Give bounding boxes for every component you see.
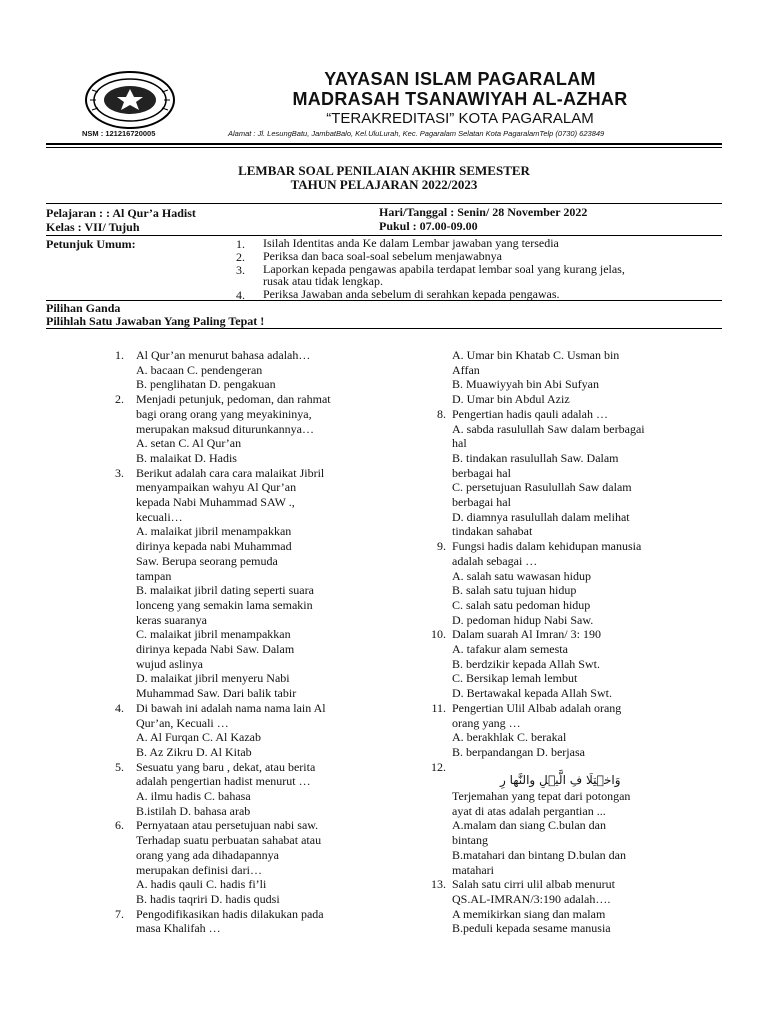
question-line: merupakan maksud diturunkannya… [136,421,314,436]
question-line: wujud aslinya [136,656,203,671]
question-number: 5. [115,759,124,774]
class-field: Kelas : VII/ Tujuh [46,220,140,234]
instruction-text: Isilah Identitas anda Ke dalam Lembar jawaban yang tersedia [263,236,559,250]
instruction-text: Laporkan kepada pengawas apabila terdapat lembar soal yang kurang jelas, [263,262,625,276]
exam-title: LEMBAR SOAL PENILAIAN AKHIR SEMESTER [238,163,530,178]
school-name: MADRASAH TSANAWIYAH AL-AZHAR [292,89,628,109]
date-field: Hari/Tanggal : Senin/ 28 November 2022 [379,205,588,219]
question-line: Affan [452,362,480,377]
question-line: Di bawah ini adalah nama nama lain Al [136,700,326,715]
question-line: tampan [136,568,172,583]
question-line: Fungsi hadis dalam kehidupan manusia [452,539,642,554]
question-line: A. Al Furqan C. Al Kazab [136,730,261,745]
question-line: masa Khalifah … [136,921,221,936]
arabic-verse: وَاخۡتِلَا فِ الَّيۡلِ والنَّها رِ [500,773,621,787]
question-line: A. setan C. Al Qur’an [136,436,242,451]
instruction-number: 2. [236,250,245,264]
question-line: B.matahari dan bintang D.bulan dan [452,847,626,862]
question-line: bintang [452,833,488,848]
nsm-number: NSM : 121216720005 [82,129,156,138]
instructions-bottom-rule [46,300,722,301]
header-rule-thin [46,147,722,148]
question-number: 11. [431,700,446,715]
question-line: bagi orang orang yang meyakininya, [136,406,312,421]
question-line: B. penglihatan D. pengakuan [136,377,276,392]
instructions-label: Petunjuk Umum: [46,237,136,251]
question-line: B. Muawiyyah bin Abi Sufyan [452,377,599,392]
question-line: A. malaikat jibril menampakkan [136,524,292,539]
question-line: tindakan sahabat [452,524,533,539]
question-line: A. tafakur alam semesta [452,642,568,656]
question-line: A memikirkan siang dan malam [452,906,606,921]
question-line: B. salah satu tujuan hidup [452,583,577,598]
question-line: B. malaikat jibril dating seperti suara [136,583,314,598]
instruction-text: Periksa Jawaban anda sebelum di serahkan kepada pengawas. [263,287,560,301]
foundation-name: YAYASAN ISLAM PAGARALAM [324,69,596,89]
question-line: Terjemahan yang tepat dari potongan [452,789,631,803]
exam-year: TAHUN PELAJARAN 2022/2023 [290,177,478,192]
section-bottom-rule [46,328,722,329]
question-line: lonceng yang semakin lama semakin [136,597,313,612]
question-number: 10. [431,627,446,642]
question-line: A. bacaan C. pendengeran [136,362,263,377]
question-line: B. malaikat D. Hadis [136,450,237,465]
question-line: dirinya kepada Nabi Saw. Dalam [136,642,295,656]
question-line: C. persetujuan Rasulullah Saw dalam [452,480,632,495]
time-field: Pukul : 07.00-09.00 [379,219,478,233]
question-line: kepada Nabi Muhammad SAW ., [136,495,295,509]
question-line: Qur’an, Kecuali … [136,715,229,730]
question-line: matahari [452,862,494,877]
question-line: Terhadap suatu perbuatan sahabat atau [136,833,322,848]
question-line: berbagai hal [452,495,511,509]
instruction-number: 1. [236,237,245,251]
question-line: D. Umar bin Abdul Aziz [452,392,570,407]
question-line: Sesuatu yang baru , dekat, atau berita [136,759,316,774]
question-line: hal [452,436,467,451]
question-line: C. Bersikap lemah lembut [452,671,578,686]
question-line: B.istilah D. bahasa arab [136,803,251,818]
question-line: Berikut adalah cara cara malaikat Jibril [136,465,325,480]
question-line: Muhammad Saw. Dari balik tabir [136,686,297,701]
question-line: Pernyataan atau persetujuan nabi saw. [136,818,319,833]
question-number: 1. [115,348,124,362]
instruction-text: rusak atau tidak lengkap. [263,274,383,288]
section-instruction: Pilihlah Satu Jawaban Yang Paling Tepat ! [46,314,265,328]
question-number: 4. [115,700,124,715]
instruction-text: Periksa dan baca soal-soal sebelum menjawabnya [263,249,502,263]
question-line: Dalam suarah Al Imran/ 3: 190 [452,627,601,642]
question-line: Saw. Berupa seorang pemuda [136,553,278,568]
question-line: B. tindakan rasulullah Saw. Dalam [452,450,619,465]
question-line: menyampaikan wahyu Al Qur’an [136,480,297,495]
school-address: Alamat : Jl. LesungBatu, JambatBalo, Kel.UluLurah, Kec. Pagaralam Selatan Kota PagaralamTelp (0730) 623849 [228,129,605,138]
question-number: 3. [115,465,124,480]
question-line: C. salah satu pedoman hidup [452,597,591,612]
question-line: Menjadi petunjuk, pedoman, dan rahmat [136,392,331,407]
question-line: D. Bertawakal kepada Allah Swt. [452,686,612,701]
question-number: 7. [115,906,124,921]
question-line: orang yang ada dihadapannya [136,847,279,862]
question-line: B. berdzikir kepada Allah Swt. [452,656,600,671]
question-line: A.malam dan siang C.bulan dan [452,818,606,833]
question-line: A. ilmu hadis C. bahasa [136,789,251,803]
question-line: A. hadis qauli C. hadis fi’li [136,877,267,892]
header-rule-thick [46,143,722,145]
question-line: Pengodifikasikan hadis dilakukan pada [136,906,324,921]
question-line: A. Umar bin Khatab C. Usman bin [452,348,620,362]
question-line: A. sabda rasulullah Saw dalam berbagai [452,421,645,436]
question-line: Salah satu cirri ulil albab menurut [452,877,615,892]
accreditation: “TERAKREDITASI” KOTA PAGARALAM [326,110,594,127]
question-number: 13. [431,877,446,892]
instruction-number: 4. [236,288,245,302]
question-line: kecuali… [136,509,183,524]
subject-field: Pelajaran : : Al Qur’a Hadist [46,206,196,220]
question-line: C. malaikat jibril menampakkan [136,627,291,642]
section-title: Pilihan Ganda [46,301,121,315]
question-number: 9. [437,539,446,554]
question-line: D. malaikat jibril menyeru Nabi [136,671,290,686]
question-line: adalah sebagai … [452,553,538,568]
question-line: B. hadis taqriri D. hadis qudsi [136,891,280,906]
question-number: 2. [115,392,124,407]
question-number: 12. [431,759,446,774]
question-number: 6. [115,818,124,833]
question-line: Al Qur’an menurut bahasa adalah… [136,348,311,362]
instruction-number: 3. [236,263,245,277]
question-line: adalah pengertian hadist menurut … [136,774,311,789]
question-line: B.peduli kepada sesame manusia [452,921,611,936]
question-line: D. diamnya rasulullah dalam melihat [452,509,630,524]
question-line: dirinya kepada nabi Muhammad [136,539,292,554]
info-top-rule [46,203,722,204]
question-line: A. berakhlak C. berakal [452,730,567,745]
question-line: Pengertian Ulil Albab adalah orang [452,700,622,715]
question-line: Pengertian hadis qauli adalah … [452,406,608,421]
question-line: berbagai hal [452,465,511,480]
question-line: QS.AL-IMRAN/3:190 adalah…. [452,891,611,906]
question-number: 8. [437,406,446,421]
letterhead [0,0,768,150]
question-line: B. berpandangan D. berjasa [452,744,585,759]
question-line: ayat di atas adalah pergantian ... [452,803,606,818]
madrasah-logo-icon [84,70,176,130]
question-line: merupakan definisi dari… [136,862,262,877]
question-line: A. salah satu wawasan hidup [452,568,591,583]
question-line: keras suaranya [136,612,207,627]
question-line: orang yang … [452,715,521,730]
question-line: D. pedoman hidup Nabi Saw. [452,612,594,627]
question-line: B. Az Zikru D. Al Kitab [136,744,252,759]
